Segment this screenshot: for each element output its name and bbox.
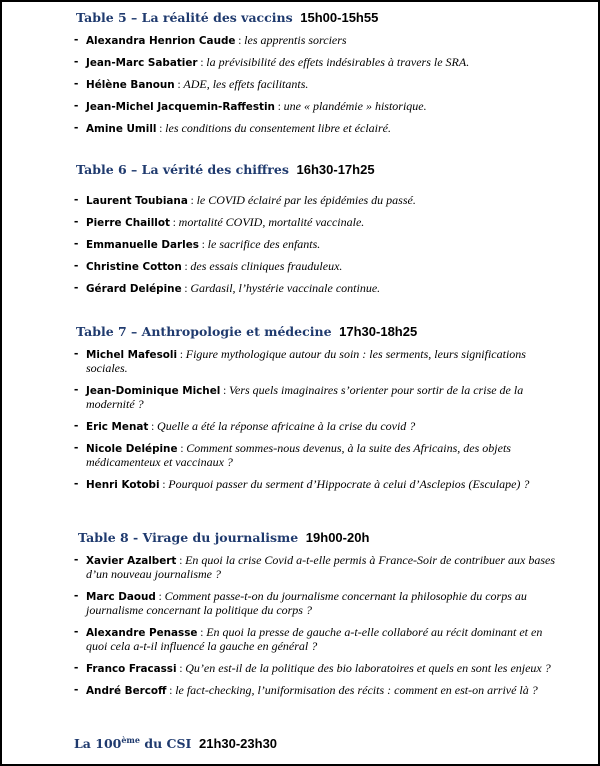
- list-item: [76, 216, 560, 230]
- section-table-5: [76, 10, 560, 144]
- final-superscript: ème: [121, 734, 140, 745]
- section-final: [74, 736, 560, 760]
- section-table-8: [78, 530, 560, 706]
- talk-topic: le sacrifice des enfants.: [207, 237, 321, 251]
- separator: :: [235, 35, 245, 47]
- list-item: [76, 56, 560, 70]
- speaker-list: [76, 348, 560, 492]
- speaker-name: Laurent Toubiana: [86, 195, 188, 207]
- speaker-name: Amine Umill: [86, 123, 157, 135]
- list-item: [76, 626, 560, 654]
- talk-topic: une « plandémie » historique.: [283, 99, 427, 113]
- talk-topic: Pourquoi passer du serment d’Hippocrate à celui d’Asclepios (Esculape) ?: [168, 477, 530, 491]
- talk-topic: le COVID éclairé par les épidémies du passé.: [196, 193, 416, 207]
- speaker-list: [76, 554, 560, 698]
- section-name: Table 5 – La réalité des vaccins: [76, 10, 293, 25]
- speaker-name: Pierre Chaillot: [86, 217, 170, 229]
- separator: :: [197, 57, 207, 69]
- separator: :: [166, 685, 176, 697]
- list-item: [76, 384, 560, 412]
- talk-topic: En quoi la presse de gauche a-t-elle collaboré au récit dominant et en quoi cela a-t-il influencé la gauche en général ?: [86, 625, 543, 653]
- speaker-name: Xavier Azalbert: [86, 555, 177, 567]
- talk-topic: Qu’en est-il de la politique des bio laboratoires et quels en sont les enjeux ?: [185, 661, 551, 675]
- section-name: Table 7 – Anthropologie et médecine: [76, 324, 332, 339]
- separator: :: [176, 663, 186, 675]
- section-time: 21h30-23h30: [198, 736, 278, 751]
- talk-topic: des essais cliniques frauduleux.: [190, 259, 343, 273]
- talk-topic: Gardasil, l’hystérie vaccinale continue.: [190, 281, 381, 295]
- section-table-6: [76, 162, 560, 304]
- speaker-name: Michel Mafesoli: [86, 349, 178, 361]
- section-table-7: [76, 324, 560, 500]
- section-name: Table 6 – La vérité des chiffres: [76, 162, 289, 177]
- separator: :: [155, 591, 165, 603]
- list-item: [76, 34, 560, 48]
- separator: :: [176, 555, 186, 567]
- section-name: [74, 736, 191, 751]
- speaker-name: Jean-Michel Jacquemin-Raffestin: [86, 101, 275, 113]
- speaker-name: Christine Cotton: [86, 261, 182, 273]
- section-time: 19h00-20h: [305, 530, 370, 545]
- separator: :: [220, 385, 230, 397]
- speaker-name: Gérard Delépine: [86, 283, 182, 295]
- section-title: [78, 530, 560, 546]
- talk-topic: Comment sommes-nous devenus, à la suite des Africains, des objets médicamenteux et vaccinaux ?: [86, 441, 511, 469]
- speaker-name: Emmanuelle Darles: [86, 239, 199, 251]
- separator: :: [169, 217, 179, 229]
- separator: :: [174, 79, 184, 91]
- separator: :: [187, 195, 197, 207]
- talk-topic: les conditions du consentement libre et éclairé.: [165, 121, 391, 135]
- list-item: [76, 194, 560, 208]
- section-title: [76, 324, 560, 340]
- talk-topic: la prévisibilité des effets indésirables à travers le SRA.: [206, 55, 470, 69]
- separator: :: [177, 349, 186, 361]
- list-item: [76, 442, 560, 470]
- separator: :: [156, 123, 166, 135]
- list-item: [76, 238, 560, 252]
- list-item: [76, 78, 560, 92]
- final-prefix: La 100: [74, 736, 122, 751]
- speaker-name: Alexandre Penasse: [86, 627, 198, 639]
- list-item: [76, 554, 560, 582]
- speaker-name: Eric Menat: [86, 421, 149, 433]
- section-title: [76, 162, 560, 178]
- section-name: Table 8 - Virage du journalisme: [78, 530, 299, 545]
- section-title: [74, 736, 560, 752]
- list-item: [76, 684, 560, 698]
- speaker-name: André Bercoff: [86, 685, 167, 697]
- talk-topic: mortalité COVID, mortalité vaccinale.: [178, 215, 365, 229]
- list-item: [76, 282, 560, 296]
- separator: :: [198, 239, 208, 251]
- speaker-name: Jean-Marc Sabatier: [86, 57, 198, 69]
- talk-topic: les apprentis sorciers: [244, 33, 347, 47]
- section-time: 17h30-18h25: [339, 324, 418, 339]
- section-time: 15h00-15h55: [300, 10, 379, 25]
- talk-topic: Quelle a été la réponse africaine à la crise du covid ?: [157, 419, 416, 433]
- separator: :: [148, 421, 158, 433]
- separator: :: [197, 627, 207, 639]
- speaker-name: Alexandra Henrion Caude: [86, 35, 236, 47]
- list-item: [76, 100, 560, 114]
- speaker-list: [76, 34, 560, 136]
- list-item: [76, 420, 560, 434]
- list-item: [76, 590, 560, 618]
- talk-topic: Figure mythologique autour du soin : les serments, leurs significations sociales.: [86, 347, 526, 375]
- separator: :: [177, 443, 187, 455]
- list-item: [76, 122, 560, 136]
- section-title: [76, 10, 560, 26]
- speaker-name: Jean-Dominique Michel: [86, 385, 221, 397]
- list-item: [76, 662, 560, 676]
- separator: :: [181, 261, 191, 273]
- list-item: [76, 348, 560, 376]
- list-item: [76, 260, 560, 274]
- separator: :: [181, 283, 191, 295]
- section-time: 16h30-17h25: [296, 162, 375, 177]
- speaker-list: [76, 194, 560, 296]
- final-suffix: du CSI: [140, 736, 192, 751]
- speaker-name: Nicole Delépine: [86, 443, 178, 455]
- talk-topic: le fact-checking, l’uniformisation des récits : comment en est-on arrivé là ?: [175, 683, 538, 697]
- talk-topic: Vers quels imaginaires s’orienter pour sortir de la crise de la modernité ?: [86, 383, 524, 411]
- talk-topic: En quoi la crise Covid a-t-elle permis à France-Soir de contribuer aux bases d’un nouveau journalisme ?: [86, 553, 556, 581]
- speaker-name: Hélène Banoun: [86, 79, 175, 91]
- speaker-name: Henri Kotobi: [86, 479, 160, 491]
- talk-topic: Comment passe-t-on du journalisme concernant la philosophie du corps au journalisme concernant la politique du corps ?: [86, 589, 527, 617]
- separator: :: [274, 101, 284, 113]
- list-item: [76, 478, 560, 492]
- speaker-name: Franco Fracassi: [86, 663, 177, 675]
- separator: :: [159, 479, 169, 491]
- talk-topic: ADE, les effets facilitants.: [183, 77, 309, 91]
- speaker-name: Marc Daoud: [86, 591, 156, 603]
